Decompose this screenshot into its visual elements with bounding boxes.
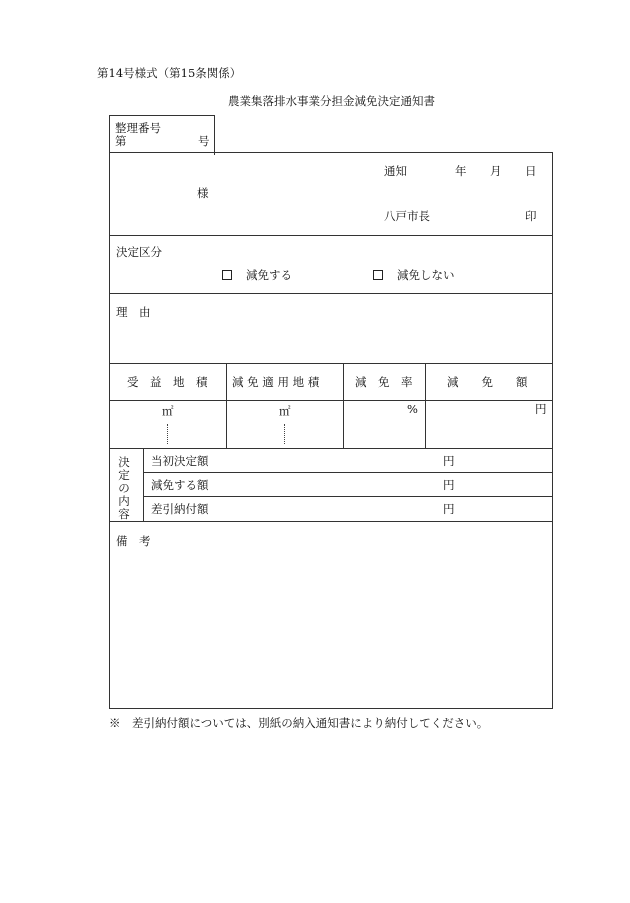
notice-month: 月 bbox=[490, 164, 502, 178]
reason-label: 理 由 bbox=[116, 305, 151, 319]
net-amount-unit: 円 bbox=[443, 502, 455, 516]
recipient-sama: 様 bbox=[197, 186, 209, 200]
notice-label: 通知 bbox=[384, 164, 407, 178]
option-not-reduce[interactable] bbox=[373, 270, 455, 282]
unit-benefit-area: ㎡ bbox=[162, 404, 174, 418]
option-not-reduce-label: 減免しない bbox=[397, 268, 455, 282]
option-reduce-label: 減免する bbox=[246, 268, 292, 282]
document-title: 農業集落排水事業分担金減免決定通知書 bbox=[228, 94, 435, 108]
decision-label: 決定区分 bbox=[116, 245, 162, 259]
header-reduction-amount: 減 免 額 bbox=[447, 375, 528, 389]
seal-mark: 印 bbox=[525, 209, 537, 223]
reduce-amount-label: 減免する額 bbox=[151, 478, 209, 492]
checkbox-not-reduce-icon[interactable] bbox=[373, 270, 383, 280]
initial-amount-unit: 円 bbox=[443, 454, 455, 468]
notice-day: 日 bbox=[525, 164, 537, 178]
initial-amount-label: 当初決定額 bbox=[151, 454, 209, 468]
unit-reduction-amount: 円 bbox=[535, 402, 547, 416]
remarks-label: 備 考 bbox=[116, 534, 151, 548]
net-amount-label: 差引納付額 bbox=[151, 502, 209, 516]
dotted-guide-benefit-area bbox=[167, 424, 168, 444]
checkbox-reduce-icon[interactable] bbox=[222, 270, 232, 280]
form-number: 第14号様式（第15条関係） bbox=[97, 66, 242, 80]
reference-number-label: 整理番号 bbox=[115, 121, 161, 135]
reduce-amount-unit: 円 bbox=[443, 478, 455, 492]
reference-number-dai: 第 bbox=[115, 134, 127, 148]
reference-number-go: 号 bbox=[198, 134, 210, 148]
header-reduction-rate: 減 免 率 bbox=[355, 375, 413, 389]
unit-reduction-rate: % bbox=[407, 402, 418, 416]
footnote: ※ 差引納付額については、別紙の納入通知書により納付してください。 bbox=[109, 716, 489, 730]
header-benefit-area: 受 益 地 積 bbox=[127, 375, 208, 389]
unit-reduction-area: ㎡ bbox=[279, 404, 291, 418]
notice-year: 年 bbox=[455, 164, 467, 178]
mayor-label: 八戸市長 bbox=[384, 209, 430, 223]
contents-vertical-label: 決 定 の 内 容 bbox=[118, 455, 130, 521]
header-reduction-area: 減 免 適 用 地 積 bbox=[232, 375, 320, 389]
dotted-guide-reduction-area bbox=[284, 424, 285, 444]
option-reduce[interactable] bbox=[222, 270, 292, 282]
